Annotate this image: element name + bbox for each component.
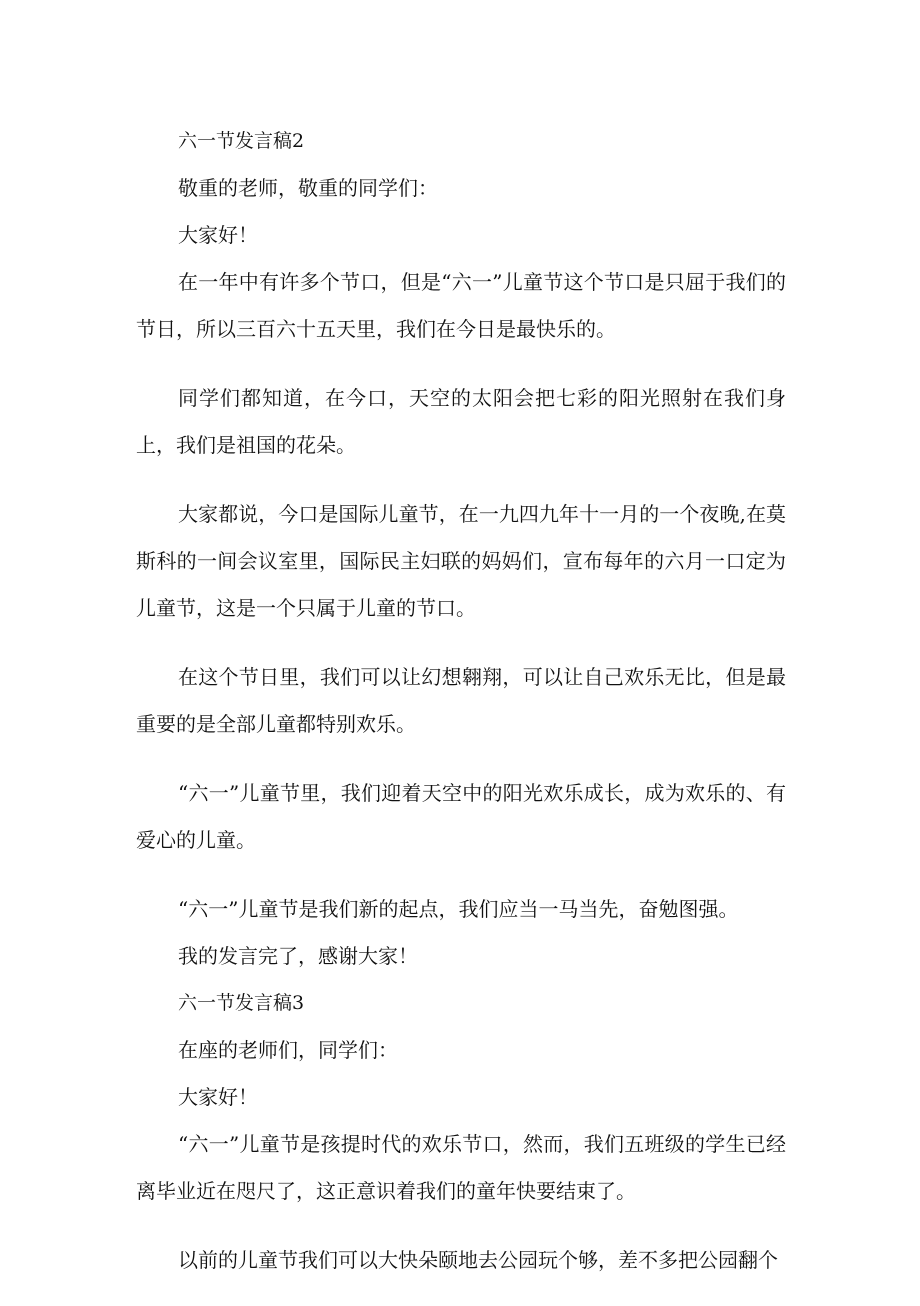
greeting: 大家好！: [178, 1085, 258, 1109]
paragraph: “六一”儿童节里，我们迎着天空中的阳光欢乐成长，成为欢乐的、有爱心的儿童。: [136, 781, 786, 852]
paragraph: 在一年中有许多个节口，但是“六一”儿童节这个节口是只屈于我们的节日，所以三百六十五天里，我们在今日是最快乐的。: [136, 270, 786, 341]
document-body: [136, 118, 786, 1306]
speech-title-2: 六一节发言稿2: [178, 130, 305, 152]
greeting: 大家好！: [178, 223, 258, 247]
salutation: 敬重的老师，敬重的同学们：: [178, 176, 438, 200]
paragraph: “六一”儿童节是我们新的起点，我们应当一马当先，奋勉图强。: [178, 897, 739, 921]
speech-title-3: 六一节发言稿3: [178, 992, 305, 1014]
paragraph: 大家都说，今口是国际儿童节，在一九四九年十一月的一个夜晚,在莫斯科的一间会议室里，国际民主妇联的妈妈们，宣布每年的六月一口定为儿童节，这是一个只属于儿童的节口。: [136, 502, 786, 620]
paragraph: “六一”儿童节是孩提时代的欢乐节口，然而，我们五班级的学生已经离毕业近在咫尺了，这正意识着我们的童年快要结束了。: [136, 1132, 786, 1203]
closing: 我的发言完了，感谢大家！: [178, 944, 418, 968]
paragraph: 同学们都知道，在今口，天空的太阳会把七彩的阳光照射在我们身上，我们是祖国的花朵。: [136, 386, 786, 457]
salutation: 在座的老师们，同学们：: [178, 1038, 398, 1062]
paragraph: 在这个节日里，我们可以让幻想翱翔，可以让自己欢乐无比，但是最重要的是全部儿童都特别欢乐。: [136, 665, 786, 736]
paragraph: 以前的儿童节我们可以大快朵颐地去公园玩个够，差不多把公园翻个: [178, 1248, 778, 1272]
